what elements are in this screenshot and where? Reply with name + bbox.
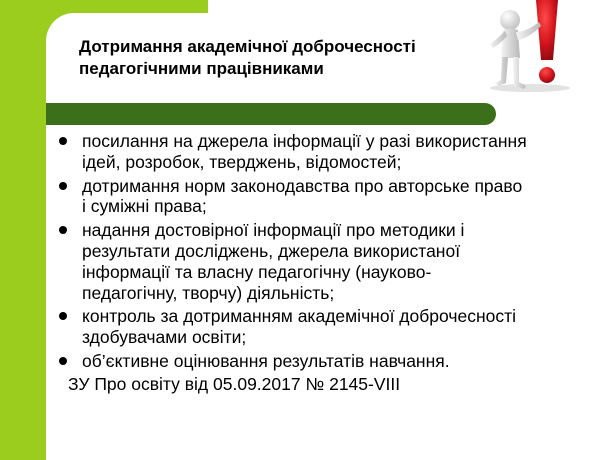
list-item-text: контроль за дотриманням академічної доброчесності [82, 306, 517, 327]
list-item-text: результати досліджень, джерела використаної [82, 240, 461, 261]
slide-title-line: Дотримання академічної доброчесності [79, 37, 416, 56]
list-item-text: посилання на джерела інформації у разі використання [82, 131, 527, 151]
list-item [58, 351, 558, 372]
bullet-dot-icon [59, 137, 67, 145]
slide-title [79, 36, 469, 80]
list-item-text: інформації та власну педагогічну (науково- [82, 261, 432, 282]
bullet-dot-icon [59, 226, 67, 234]
list-item-text: ідей, розробок, тверджень, відомостей; [82, 151, 402, 172]
list-item-text: педагогічну, творчу) діяльність; [82, 282, 335, 303]
bullet-dot-icon [59, 182, 67, 190]
list-item [58, 306, 558, 348]
left-accent-bar [0, 0, 46, 460]
bullet-dot-icon [59, 357, 67, 365]
list-item-text: об’єктивне оцінювання результатів навчання. [82, 350, 450, 371]
list-item [58, 176, 558, 218]
slide-title-line: педагогічними працівниками [79, 59, 324, 78]
list-item-text: і суміжні права; [82, 196, 207, 217]
bullet-dot-icon [59, 312, 67, 320]
law-reference-note: ЗУ Про освіту від 05.09.2017 № 2145-VIII [68, 374, 401, 394]
list-item [58, 220, 558, 303]
bullet-list [58, 131, 558, 375]
person-with-exclamation-mark-icon [484, 0, 576, 95]
list-item [58, 131, 558, 173]
list-item-text: дотримання норм законодавства про авторське право [82, 175, 523, 196]
list-item-text: надання достовірної інформації про методики і [82, 220, 465, 241]
title-divider-bar [46, 103, 496, 125]
list-item-text: здобувачами освіти; [82, 327, 247, 348]
